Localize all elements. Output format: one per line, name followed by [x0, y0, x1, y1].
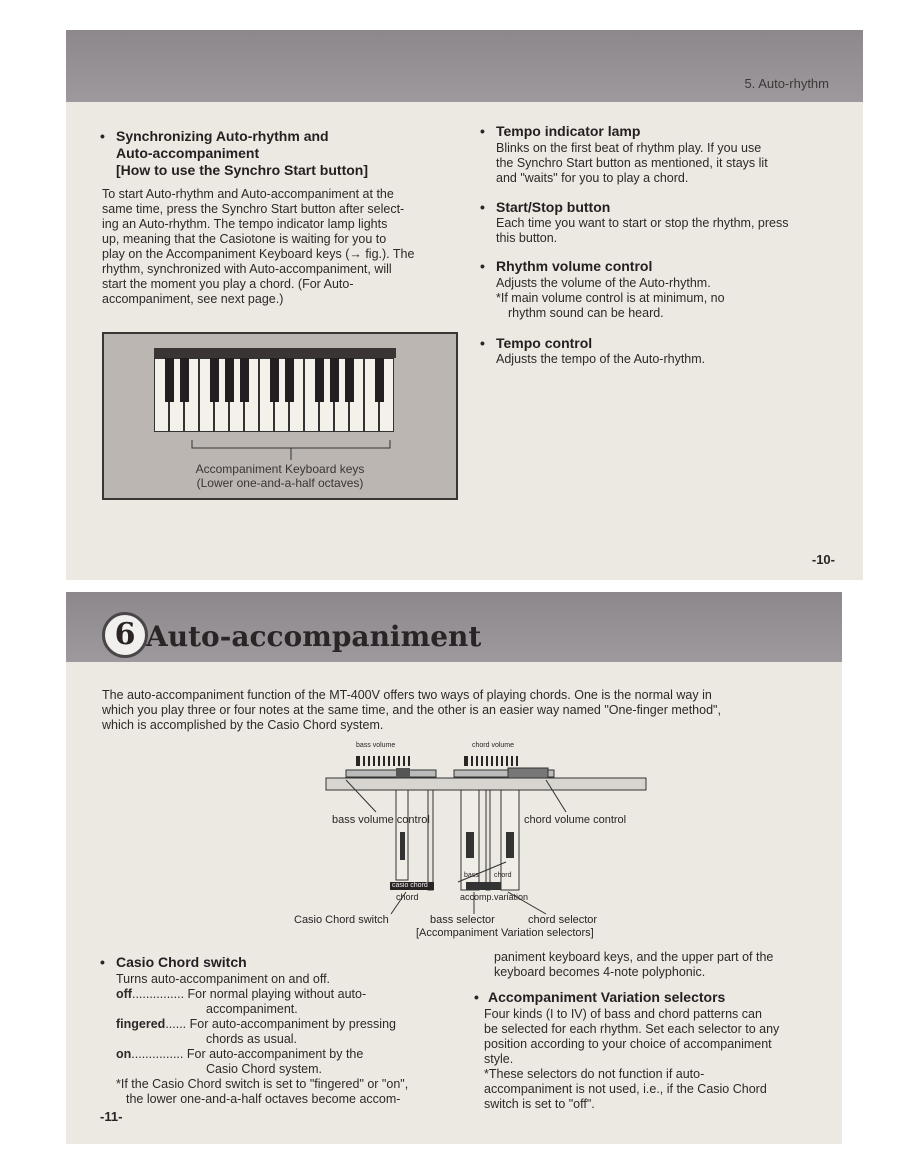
chapter-title: Auto-accompaniment [146, 620, 482, 653]
casio-chord-small: casio chord [392, 882, 428, 889]
start-stop-body: Each time you want to start or stop the rhythm, press this button. [496, 216, 789, 245]
chord-label: chord [396, 892, 419, 902]
running-head: 5. Auto-rhythm [744, 76, 829, 91]
tempo-lamp-heading: Tempo indicator lamp [496, 123, 641, 139]
casio-chord-switch-label: Casio Chord switch [294, 914, 389, 926]
chord-selector-label: chord selector [528, 914, 598, 926]
bullet-icon: • [480, 199, 485, 215]
page-10 [66, 30, 863, 580]
casio-chord-body: Turns auto-accompaniment on and off. [116, 972, 331, 986]
bullet-icon: • [480, 258, 485, 274]
accomp-variation-body: Four kinds (I to IV) of bass and chord patterns can be selected for each rhythm. Set each selector to any position according to your choice of accompaniment style. *These selectors do not function if auto- accompaniment is not used, i.e., if the Casio Chord switch is set to "off". [484, 1007, 780, 1111]
sync-body: To start Auto-rhythm and Auto-accompaniment at the same time, press the Synchro Start button after select- ing an Auto-rhythm. The tempo indicator lamp lights up, meaning that the Casiotone is waiting for you to play on the Accompaniment Keyboard keys (→ fig.). The rhythm, synchronized with Auto-accompaniment, will start the moment you play a chord. (For Auto- accompaniment, see next page.) [102, 187, 415, 306]
casio-chord-term-off: off............... For normal playing without auto- accompaniment. [116, 987, 367, 1016]
chord-small: chord [494, 872, 512, 879]
casio-chord-heading: Casio Chord switch [116, 954, 247, 970]
bullet-icon: • [480, 123, 485, 139]
tempo-control-body: Adjusts the tempo of the Auto-rhythm. [496, 352, 706, 366]
bass-small: bass [464, 872, 479, 879]
header-band [66, 30, 863, 102]
figure-caption: Accompaniment Keyboard keys (Lower one-and-a-half octaves) [195, 462, 365, 490]
bass-volume-control-label: bass volume control [332, 814, 430, 826]
tempo-lamp-body: Blinks on the first beat of rhythm play. If you use the Synchro Start button as mentioned, it stays lit and "waits" for you to play a chord. [496, 141, 768, 185]
casio-chord-term-on: on............... For auto-accompaniment by the Casio Chord system. [116, 1047, 364, 1076]
page-number: -11- [100, 1109, 123, 1124]
continued-text: paniment keyboard keys, and the upper part of the keyboard becomes 4-note polyphonic. [494, 950, 774, 979]
keyboard-figure [102, 332, 458, 500]
bullet-icon: • [474, 989, 479, 1005]
chord-volume-small: chord volume [472, 742, 515, 749]
intro-paragraph: The auto-accompaniment function of the MT-400V offers two ways of playing chords. One is the normal way in which you play three or four notes at the same time, and the other is an easier way named "One-finger method", which is accomplished by the Casio Chord system. [102, 688, 721, 732]
bullet-icon: • [480, 335, 485, 351]
page-number: -10- [811, 552, 835, 567]
accomp-variation-label: accomp.variation [460, 892, 529, 902]
tempo-control-heading: Tempo control [496, 335, 593, 351]
casio-chord-note: *If the Casio Chord switch is set to "fingered" or "on", the lower one-and-a-half octaves become accom- [116, 1077, 409, 1106]
control-diagram [246, 742, 686, 942]
casio-chord-term-fingered: fingered...... For auto-accompaniment by pressing chords as usual. [116, 1017, 396, 1046]
accomp-variation-heading: Accompaniment Variation selectors [488, 989, 726, 1005]
rhythm-volume-heading: Rhythm volume control [496, 258, 653, 274]
bullet-icon: • [100, 954, 105, 970]
page-11 [66, 592, 842, 1144]
bass-selector-label: bass selector [430, 914, 495, 926]
bullet-icon: • [100, 128, 105, 144]
diagram-lines [246, 742, 686, 942]
chord-volume-control-label: chord volume control [524, 814, 627, 826]
bass-volume-small: bass volume [356, 742, 396, 749]
chapter-number: 6 [102, 612, 148, 658]
accomp-variation-selectors-label: [Accompaniment Variation selectors] [416, 927, 594, 939]
sync-heading: Synchronizing Auto-rhythm and Auto-accompaniment [How to use the Synchro Start button] [116, 128, 368, 178]
rhythm-volume-body: Adjusts the volume of the Auto-rhythm. *If main volume control is at minimum, no rhythm sound can be heard. [496, 276, 725, 320]
start-stop-heading: Start/Stop button [496, 199, 611, 215]
